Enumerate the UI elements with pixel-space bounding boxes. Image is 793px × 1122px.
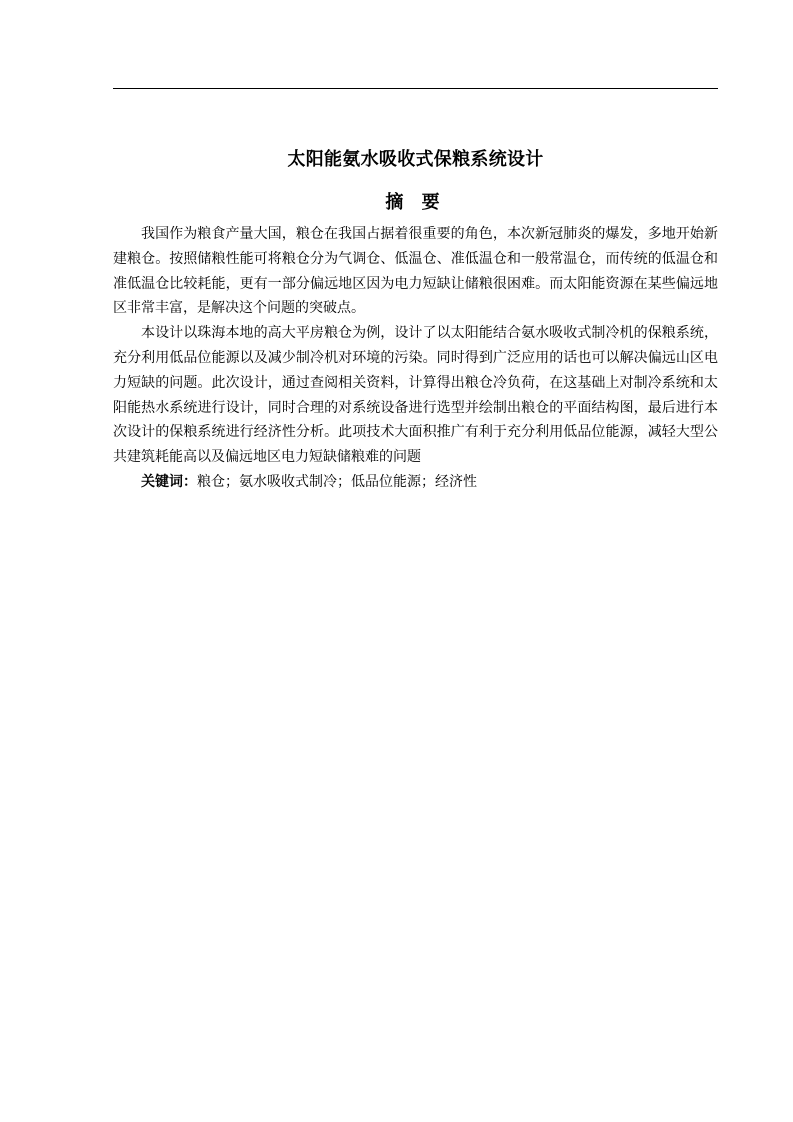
abstract-section [113, 146, 718, 495]
abstract-paragraph-2: 本设计以珠海本地的高大平房粮仓为例，设计了以太阳能结合氨水吸收式制冷机的保粮系统，充分利用低品位能源以及减少制冷机对环境的污染。同时得到广泛应用的话也可以解决偏远山区电力短缺的问题。此次设计，通过查阅相关资料，计算得出粮仓冷负荷，在这基础上对制冷系统和太阳能热水系统进行设计，同时合理的对系统设备进行选型并绘制出粮仓的平面结构图，最后进行本次设计的保粮系统进行经济性分析。此项技术大面积推广有利于充分利用低品位能源，减轻大型公共建筑耗能高以及偏远地区电力短缺储粮难的问题 [113, 325, 718, 466]
keywords-line [113, 470, 718, 495]
abstract-heading: 摘 要 [385, 192, 446, 213]
keywords-text: 粮仓；氨水吸收式制冷；低品位能源；经济性 [197, 473, 477, 490]
document-title: 太阳能氨水吸收式保粮系统设计 [287, 149, 544, 170]
header-rule [113, 88, 718, 89]
abstract-paragraph-1: 我国作为粮食产量大国，粮仓在我国占据着很重要的角色，本次新冠肺炎的爆发，多地开始新建粮仓。按照储粮性能可将粮仓分为气调仓、低温仓、准低温仓和一般常温仓，而传统的低温仓和准低温仓比较耗能，更有一部分偏远地区因为电力短缺让储粮很困难。而太阳能资源在某些偏远地区非常丰富，是解决这个问题的突破点。 [113, 226, 718, 317]
keywords-label: 关键词： [141, 473, 197, 490]
